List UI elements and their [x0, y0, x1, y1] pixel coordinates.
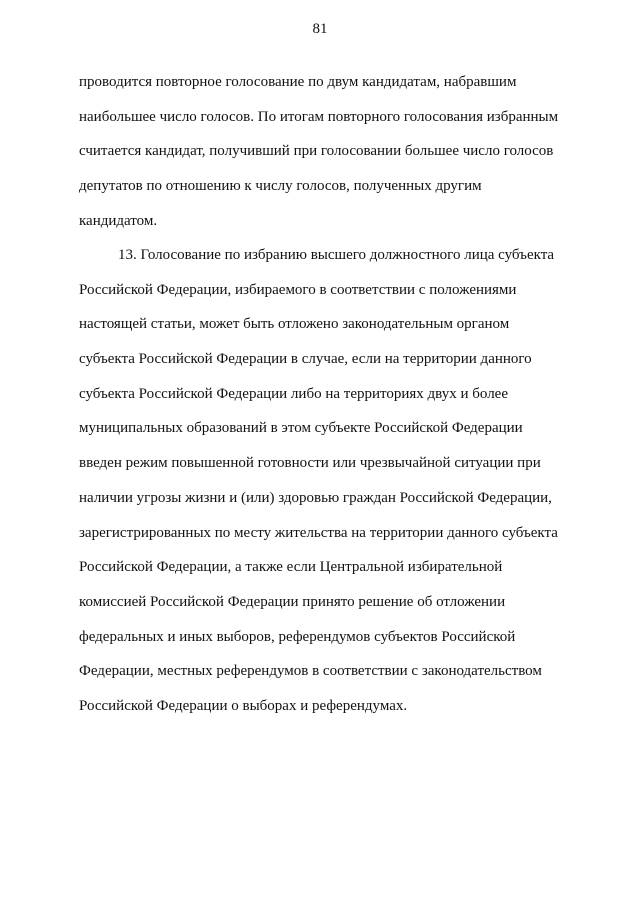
text-line: Российской Федерации, избираемого в соответствии с положениями [79, 281, 517, 298]
text-line: федеральных и иных выборов, референдумов субъектов Российской [79, 628, 516, 645]
page-number: 81 [312, 21, 328, 37]
text-line: зарегистрированных по месту жительства на территории данного субъекта [79, 524, 558, 541]
text-line: депутатов по отношению к числу голосов, полученных другим [79, 178, 482, 195]
text-line: наличии угрозы жизни и (или) здоровью граждан Российской Федерации, [79, 489, 552, 506]
text-line: комиссией Российской Федерации принято решение об отложении [79, 593, 506, 610]
paragraph-continuation [79, 73, 563, 246]
text-line: введен режим повышенной готовности или чрезвычайной ситуации при [79, 455, 541, 472]
text-line: Российской Федерации, а также если Центральной избирательной [79, 559, 503, 576]
paragraph-item-13 [79, 246, 563, 732]
text-line: Федерации, местных референдумов в соответствии с законодательством [79, 663, 542, 680]
text-line: Российской Федерации о выборах и референдумах. [79, 697, 408, 714]
text-line: настоящей статьи, может быть отложено законодательным органом [79, 316, 510, 333]
text-line: муниципальных образований в этом субъекте Российской Федерации [79, 420, 523, 437]
text-line: проводится повторное голосование по двум кандидатам, набравшим [79, 74, 517, 90]
text-line: наибольшее число голосов. По итогам повторного голосования избранным [79, 108, 559, 125]
text-line: кандидатом. [79, 212, 158, 229]
text-line: 13. Голосование по избранию высшего должностного лица субъекта [118, 247, 555, 263]
text-line: субъекта Российской Федерации в случае, если на территории данного [79, 351, 532, 368]
text-line: субъекта Российской Федерации либо на территориях двух и более [79, 385, 509, 402]
text-line: считается кандидат, получивший при голосовании большее число голосов [79, 143, 554, 160]
